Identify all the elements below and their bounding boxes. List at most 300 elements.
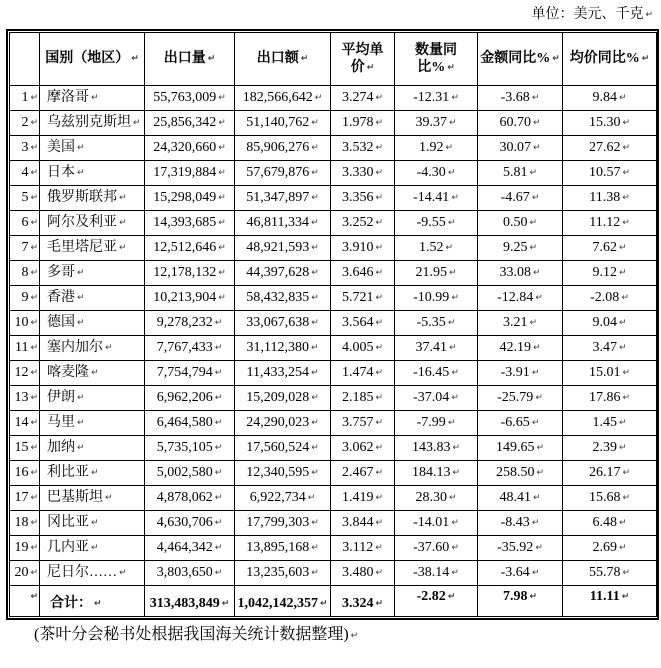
cell-end-mark: ↵ <box>375 193 384 204</box>
cell-end-mark: ↵ <box>214 518 223 529</box>
table-row <box>10 436 657 461</box>
cell-rownum-text: 6 <box>21 215 29 231</box>
cell-end-mark: ↵ <box>91 543 99 554</box>
cell-rownum <box>10 236 40 261</box>
cell-price-yoy-text: 3.47 <box>592 340 617 356</box>
cell-avg-price-text: 3.356 <box>341 190 374 206</box>
cell-qty <box>145 386 235 411</box>
cell-qty-yoy <box>395 511 478 536</box>
cell-rownum-text: 20 <box>14 565 29 581</box>
cell-avg-price <box>331 86 395 111</box>
cell-value-yoy <box>478 211 563 236</box>
cell-qty-text: 12,512,646 <box>153 240 217 256</box>
cell-qty-yoy <box>395 136 478 161</box>
cell-avg-price <box>331 236 395 261</box>
cell-end-mark: ↵ <box>451 543 459 554</box>
cell-price-yoy-text: 11.12 <box>589 215 621 231</box>
cell-qty-yoy <box>395 386 478 411</box>
cell-value <box>235 436 331 461</box>
cell-avg-price-text: 3.910 <box>341 240 374 256</box>
cell-rownum-text: 18 <box>14 515 29 531</box>
cell-end-mark: ↵ <box>30 268 38 279</box>
cell-country <box>40 511 145 536</box>
cell-qty-yoy-text: -37.60 <box>413 540 450 556</box>
cell-avg-price-text: 2.185 <box>341 390 374 406</box>
cell-country-text: 马里 <box>47 415 75 431</box>
cell-end-mark: ↵ <box>77 443 85 454</box>
cell-end-mark: ↵ <box>30 568 38 579</box>
cell-end-mark: ↵ <box>531 368 540 379</box>
cell-avg-price <box>331 386 395 411</box>
cell-value-text: 13,895,168 <box>246 540 310 556</box>
cell-qty <box>145 436 235 461</box>
cell-value-yoy-text: 258.50 <box>495 465 535 481</box>
cell-country-text: 阿尔及利亚 <box>47 215 117 231</box>
cell-value-text: 182,566,642 <box>242 90 313 106</box>
cell-country <box>40 461 145 486</box>
cell-country <box>40 536 145 561</box>
cell-end-mark: ↵ <box>30 168 38 179</box>
cell-end-mark: ↵ <box>535 393 543 404</box>
cell-avg-price <box>331 136 395 161</box>
cell-rownum-text: 11 <box>14 340 29 356</box>
cell-price-yoy <box>563 311 657 336</box>
table-row <box>10 486 657 511</box>
cell-rownum-text: 15 <box>14 440 29 456</box>
cell-qty-yoy <box>395 161 478 186</box>
cell-qty-text: 12,178,132 <box>153 265 217 281</box>
cell-value-yoy <box>478 136 563 161</box>
cell-rownum-text: 17 <box>14 490 29 506</box>
cell-qty-yoy-text: 21.95 <box>415 265 447 281</box>
cell-avg-price-text: 3.844 <box>341 515 374 531</box>
cell-value <box>235 311 331 336</box>
cell-qty-text: 17,319,884 <box>153 165 217 181</box>
cell-qty-text: 4,878,062 <box>156 490 213 506</box>
cell-rownum <box>10 411 40 436</box>
cell-end-mark: ↵ <box>375 468 384 479</box>
table-total-row <box>10 586 657 617</box>
cell-end-mark: ↵ <box>535 543 543 554</box>
cell-qty-yoy-text: -16.45 <box>413 365 450 381</box>
cell-country <box>40 486 145 511</box>
cell-value <box>235 111 331 136</box>
cell-value <box>235 286 331 311</box>
table-row <box>10 211 657 236</box>
cell-end-mark: ↵ <box>218 293 226 304</box>
cell-rownum-text: 1 <box>21 90 29 106</box>
cell-avg-price-text: 3.480 <box>341 565 374 581</box>
cell-end-mark: ↵ <box>375 268 384 279</box>
cell-end-mark: ↵ <box>310 343 319 354</box>
cell-qty-yoy-text: -4.30 <box>416 165 446 181</box>
cell-qty <box>145 461 235 486</box>
cell-value <box>235 211 331 236</box>
cell-price-yoy <box>563 111 657 136</box>
cell-country-text: 毛里塔尼亚 <box>47 240 117 256</box>
cell-end-mark: ↵ <box>105 343 113 354</box>
header-qty <box>145 33 235 86</box>
cell-end-mark: ↵ <box>622 218 630 229</box>
cell-value-text: 51,347,897 <box>246 190 310 206</box>
cell-country-text: 日本 <box>47 165 75 181</box>
cell-value-text: 33,067,638 <box>246 315 310 331</box>
cell-end-mark: ↵ <box>375 218 384 229</box>
cell-avg-price-text: 3.274 <box>341 90 374 106</box>
cell-end-mark: ↵ <box>622 468 631 479</box>
cell-end-mark: ↵ <box>207 54 216 65</box>
cell-qty <box>145 261 235 286</box>
cell-value-yoy-text: -25.79 <box>497 390 534 406</box>
cell-price-yoy-text: 26.17 <box>588 465 621 481</box>
cell-end-mark: ↵ <box>532 118 541 129</box>
cell-avg-price-text: 1.474 <box>341 365 374 381</box>
cell-value <box>235 411 331 436</box>
cell-end-mark: ↵ <box>618 518 627 529</box>
table-row <box>10 411 657 436</box>
header-value-yoy <box>478 33 563 86</box>
cell-value-yoy <box>478 561 563 586</box>
cell-country-text: 几内亚 <box>47 540 89 556</box>
cell-price-yoy <box>563 161 657 186</box>
cell-rownum <box>10 536 40 561</box>
total-label: 合计： <box>50 595 92 611</box>
cell-end-mark: ↵ <box>30 243 38 254</box>
cell-qty-text: 6,962,206 <box>156 390 213 406</box>
cell-end-mark: ↵ <box>618 268 627 279</box>
cell-end-mark: ↵ <box>451 518 459 529</box>
cell-end-mark: ↵ <box>77 393 85 404</box>
total-value-yoy-cell <box>478 586 563 617</box>
cell-avg-price-text: 3.646 <box>341 265 374 281</box>
cell-avg-price <box>331 161 395 186</box>
cell-end-mark: ↵ <box>311 518 319 529</box>
cell-end-mark: ↵ <box>622 493 631 504</box>
cell-qty-yoy-text: 1.52 <box>418 240 444 256</box>
cell-qty-yoy-text: -37.04 <box>413 390 450 406</box>
cell-rownum <box>10 211 40 236</box>
cell-end-mark: ↵ <box>30 543 38 554</box>
cell-end-mark: ↵ <box>641 54 650 65</box>
cell-rownum-text: 7 <box>21 240 29 256</box>
cell-end-mark: ↵ <box>311 243 319 254</box>
cell-end-mark: ↵ <box>448 493 457 504</box>
cell-value <box>235 386 331 411</box>
cell-end-mark: ↵ <box>622 143 631 154</box>
cell-country-text: 德国 <box>47 315 75 331</box>
cell-end-mark: ↵ <box>214 543 223 554</box>
cell-end-mark: ↵ <box>30 493 38 504</box>
header-price-yoy-label: 均价同比% <box>569 51 640 67</box>
cell-qty-yoy <box>395 111 478 136</box>
cell-end-mark: ↵ <box>91 93 99 104</box>
cell-rownum-text: 16 <box>14 465 29 481</box>
cell-value-yoy-text: 42.19 <box>499 340 531 356</box>
cell-end-mark: ↵ <box>311 143 319 154</box>
cell-value-yoy <box>478 336 563 361</box>
cell-end-mark: ↵ <box>375 518 384 529</box>
cell-country <box>40 211 145 236</box>
cell-end-mark: ↵ <box>375 443 384 454</box>
cell-end-mark: ↵ <box>532 493 541 504</box>
cell-rownum-text: 9 <box>21 290 29 306</box>
cell-value-text: 51,140,762 <box>246 115 310 131</box>
cell-rownum <box>10 336 40 361</box>
cell-end-mark: ↵ <box>218 168 226 179</box>
total-qty-yoy: -2.82 <box>416 589 446 604</box>
cell-rownum <box>10 86 40 111</box>
cell-end-mark: ↵ <box>447 63 455 73</box>
total-qty: 313,483,849 <box>149 595 220 611</box>
cell-end-mark: ↵ <box>618 343 627 354</box>
cell-value-yoy-text: 5.81 <box>502 165 528 181</box>
cell-end-mark: ↵ <box>529 243 538 254</box>
total-value-cell <box>235 586 331 617</box>
cell-price-yoy-text: 2.39 <box>592 440 617 456</box>
cell-rownum <box>10 311 40 336</box>
cell-value-yoy <box>478 311 563 336</box>
cell-qty-yoy-text: 37.41 <box>415 340 447 356</box>
cell-qty <box>145 186 235 211</box>
cell-end-mark: ↵ <box>375 418 384 429</box>
cell-end-mark: ↵ <box>311 568 319 579</box>
cell-qty-text: 15,298,049 <box>153 190 217 206</box>
cell-end-mark: ↵ <box>622 168 631 179</box>
cell-end-mark: ↵ <box>218 268 226 279</box>
cell-end-mark: ↵ <box>618 243 627 254</box>
cell-price-yoy <box>563 86 657 111</box>
cell-qty-yoy-text: -38.14 <box>413 565 450 581</box>
header-avg-price <box>331 33 395 86</box>
total-price-yoy: 11.11 <box>589 589 620 604</box>
cell-end-mark: ↵ <box>375 598 384 609</box>
cell-value-yoy <box>478 361 563 386</box>
cell-end-mark: ↵ <box>447 592 456 602</box>
cell-qty-yoy <box>395 536 478 561</box>
cell-end-mark: ↵ <box>536 468 545 479</box>
cell-qty-yoy <box>395 186 478 211</box>
cell-end-mark: ↵ <box>452 468 461 479</box>
cell-end-mark: ↵ <box>311 418 319 429</box>
cell-end-mark: ↵ <box>447 168 456 179</box>
cell-price-yoy-text: 55.78 <box>588 565 621 581</box>
cell-end-mark: ↵ <box>448 343 457 354</box>
cell-end-mark: ↵ <box>532 343 541 354</box>
cell-value-yoy <box>478 161 563 186</box>
header-price-yoy <box>563 33 657 86</box>
table-row <box>10 236 657 261</box>
cell-end-mark: ↵ <box>447 218 456 229</box>
cell-avg-price <box>331 361 395 386</box>
cell-country-text: 巴基斯坦 <box>47 490 103 506</box>
cell-country-text: 俄罗斯联邦 <box>47 190 117 206</box>
cell-avg-price <box>331 561 395 586</box>
cell-end-mark: ↵ <box>214 418 223 429</box>
cell-country <box>40 411 145 436</box>
cell-rownum <box>10 286 40 311</box>
cell-rownum-text: 12 <box>14 365 29 381</box>
cell-value-yoy-text: -12.84 <box>497 290 534 306</box>
cell-avg-price <box>331 411 395 436</box>
cell-value-yoy <box>478 511 563 536</box>
cell-price-yoy <box>563 561 657 586</box>
header-row <box>10 33 657 86</box>
cell-value-yoy-text: -3.91 <box>500 365 530 381</box>
cell-price-yoy-text: 27.62 <box>588 140 621 156</box>
cell-end-mark: ↵ <box>375 243 384 254</box>
unit-note <box>0 0 661 29</box>
cell-qty <box>145 311 235 336</box>
cell-country <box>40 161 145 186</box>
cell-qty <box>145 536 235 561</box>
cell-avg-price-text: 1.419 <box>341 490 374 506</box>
cell-avg-price <box>331 436 395 461</box>
cell-value-yoy <box>478 286 563 311</box>
header-qty-yoy <box>395 33 478 86</box>
total-rownum-cell <box>10 586 40 617</box>
cell-country-text: 乌兹别克斯坦 <box>47 115 131 131</box>
cell-country-text: 香港 <box>47 290 75 306</box>
cell-end-mark: ↵ <box>531 418 540 429</box>
cell-value-yoy-text: -3.68 <box>500 90 530 106</box>
cell-end-mark: ↵ <box>131 54 139 65</box>
cell-country <box>40 561 145 586</box>
cell-value-yoy <box>478 461 563 486</box>
cell-qty-yoy <box>395 311 478 336</box>
cell-end-mark: ↵ <box>451 393 459 404</box>
header-country-label: 国别（地区） <box>45 51 130 67</box>
cell-end-mark: ↵ <box>218 193 226 204</box>
cell-value-text: 48,921,593 <box>246 240 310 256</box>
cell-end-mark: ↵ <box>532 268 541 279</box>
cell-price-yoy <box>563 411 657 436</box>
total-avg: 3.324 <box>341 595 374 611</box>
cell-value <box>235 336 331 361</box>
cell-value-text: 12,340,595 <box>246 465 310 481</box>
cell-avg-price <box>331 211 395 236</box>
cell-qty-yoy <box>395 361 478 386</box>
cell-price-yoy-text: 9.12 <box>592 265 617 281</box>
cell-end-mark: ↵ <box>218 93 226 104</box>
cell-rownum <box>10 186 40 211</box>
cell-end-mark: ↵ <box>621 293 629 304</box>
cell-qty-text: 4,464,342 <box>156 540 213 556</box>
header-avg-label: 平均单价 <box>341 42 384 75</box>
cell-end-mark: ↵ <box>451 368 459 379</box>
cell-end-mark: ↵ <box>375 343 384 354</box>
cell-end-mark: ↵ <box>214 568 223 579</box>
cell-country <box>40 111 145 136</box>
cell-end-mark: ↵ <box>622 118 631 129</box>
cell-end-mark: ↵ <box>529 168 538 179</box>
cell-end-mark: ↵ <box>307 493 316 504</box>
total-value: 1,042,142,357 <box>237 595 318 611</box>
cell-end-mark: ↵ <box>319 598 328 609</box>
cell-avg-price <box>331 461 395 486</box>
cell-qty-yoy-text: -12.31 <box>413 90 450 106</box>
cell-price-yoy <box>563 186 657 211</box>
cell-value-text: 17,560,524 <box>246 440 310 456</box>
cell-country-text: 塞内加尔 <box>47 340 103 356</box>
paragraph-mark: ↵ <box>645 10 653 20</box>
cell-end-mark: ↵ <box>529 318 538 329</box>
table-row <box>10 386 657 411</box>
cell-end-mark: ↵ <box>218 243 226 254</box>
cell-value-yoy-text: 30.07 <box>499 140 531 156</box>
cell-rownum-text: 5 <box>21 190 29 206</box>
cell-qty-text: 25,856,342 <box>153 115 217 131</box>
cell-country-text: 摩洛哥 <box>47 90 89 106</box>
cell-country-text: 利比亚 <box>47 465 89 481</box>
cell-end-mark: ↵ <box>311 293 319 304</box>
cell-value-yoy <box>478 186 563 211</box>
cell-qty-yoy-text: -10.99 <box>413 290 450 306</box>
cell-end-mark: ↵ <box>447 418 456 429</box>
cell-end-mark: ↵ <box>30 468 38 479</box>
cell-price-yoy <box>563 236 657 261</box>
cell-end-mark: ↵ <box>311 468 319 479</box>
cell-value-yoy-text: 149.65 <box>495 440 535 456</box>
cell-value-yoy <box>478 261 563 286</box>
cell-value <box>235 161 331 186</box>
cell-country-text: 伊朗 <box>47 390 75 406</box>
cell-end-mark: ↵ <box>618 318 627 329</box>
cell-value-yoy-text: 33.08 <box>499 265 531 281</box>
cell-price-yoy <box>563 536 657 561</box>
total-price-yoy-cell <box>563 586 657 617</box>
cell-country <box>40 286 145 311</box>
cell-value-yoy-text: -6.65 <box>500 415 530 431</box>
cell-value-yoy <box>478 411 563 436</box>
cell-end-mark: ↵ <box>30 293 38 304</box>
table-row <box>10 86 657 111</box>
total-value-yoy: 7.98 <box>502 589 528 604</box>
cell-end-mark: ↵ <box>214 393 223 404</box>
source-caption-text: (茶叶分会秘书处根据我国海关统计数据整理) <box>34 626 349 643</box>
cell-end-mark: ↵ <box>218 118 226 129</box>
cell-end-mark: ↵ <box>531 193 540 204</box>
cell-qty-yoy-text: 28.30 <box>415 490 447 506</box>
cell-qty-text: 5,735,105 <box>156 440 213 456</box>
cell-qty-yoy <box>395 286 478 311</box>
cell-end-mark: ↵ <box>300 54 309 65</box>
paragraph-mark: ↵ <box>350 631 359 641</box>
table-row <box>10 161 657 186</box>
cell-avg-price-text: 3.330 <box>341 165 374 181</box>
cell-end-mark: ↵ <box>133 118 141 129</box>
cell-end-mark: ↵ <box>375 293 384 304</box>
cell-value-yoy <box>478 386 563 411</box>
total-label-cell <box>40 586 145 617</box>
cell-avg-price-text: 1.978 <box>341 115 374 131</box>
cell-end-mark: ↵ <box>30 592 38 602</box>
header-value <box>235 33 331 86</box>
cell-avg-price <box>331 111 395 136</box>
cell-qty <box>145 286 235 311</box>
cell-value-yoy <box>478 536 563 561</box>
cell-qty-yoy-text: -9.55 <box>416 215 446 231</box>
cell-end-mark: ↵ <box>375 393 384 404</box>
cell-price-yoy-text: -2.08 <box>590 290 620 306</box>
cell-country <box>40 386 145 411</box>
table-body <box>10 86 657 586</box>
cell-end-mark: ↵ <box>447 318 456 329</box>
cell-end-mark: ↵ <box>311 543 319 554</box>
cell-rownum <box>10 361 40 386</box>
cell-price-yoy <box>563 436 657 461</box>
table-row <box>10 461 657 486</box>
cell-end-mark: ↵ <box>445 143 454 154</box>
